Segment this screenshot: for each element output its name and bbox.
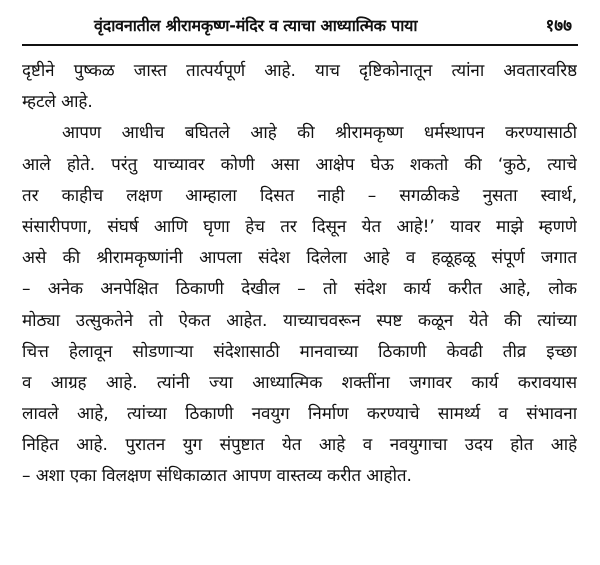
text-line: निहित आहे. पुरातन युग संपुष्टात येत आहे व नवयुगाचा उदय होत आहे	[22, 435, 577, 456]
text-line: व आग्रह आहे. त्यांनी ज्या आध्यात्मिक शक्तींना जगावर कार्य करावयास	[22, 372, 577, 393]
text-line: लावले आहे, त्यांच्या ठिकाणी नवयुग निर्माण करण्याचे सामर्थ्य व संभावना	[22, 404, 577, 425]
text-line: मोठ्या उत्सुकतेने तो ऐकत आहेत. याच्याचवरून स्पष्ट कळून येते की त्यांच्या	[22, 310, 577, 331]
text-line: चित्त हेलावून सोडणाऱ्या संदेशासाठी मानवाच्या ठिकाणी केवढी तीव्र इच्छा	[22, 341, 577, 362]
page-number: १७७	[545, 16, 572, 36]
text-line: – अनेक अनपेक्षित ठिकाणी देखील – तो संदेश कार्य करीत आहे, लोक	[22, 279, 577, 300]
text-line: म्हटले आहे.	[22, 92, 93, 113]
paragraph-first-line: आपण आधीच बघितले आहे की श्रीरामकृष्ण धर्मस्थापन करण्यासाठी	[62, 123, 577, 144]
text-line: संसारीपणा, संघर्ष आणि घृणा हेच तर दिसून येत आहे!’ यावर माझे म्हणणे	[22, 216, 577, 237]
body-text	[22, 56, 577, 493]
chapter-title: वृंदावनातील श्रीरामकृष्ण-मंदिर व त्याचा आध्यात्मिक पाया	[94, 16, 418, 35]
text-line: – अशा एका विलक्षण संधिकाळात आपण वास्तव्य करीत आहोत.	[22, 466, 412, 487]
text-line: असे की श्रीरामकृष्णांनी आपला संदेश दिलेला आहे व हळूहळू संपूर्ण जगात	[22, 248, 577, 269]
text-line: दृष्टीने पुष्कळ जास्त तात्पर्यपूर्ण आहे. याच दृष्टिकोनातून त्यांना अवतारवरिष्ठ	[22, 61, 577, 81]
running-header	[22, 10, 578, 46]
text-line: तर काहीच लक्षण आम्हाला दिसत नाही – सगळीकडे नुसता स्वार्थ,	[22, 185, 577, 206]
text-line: आले होते. परंतु याच्यावर कोणी असा आक्षेप घेऊ शकतो की ‘कुठे, त्याचे	[22, 154, 577, 175]
